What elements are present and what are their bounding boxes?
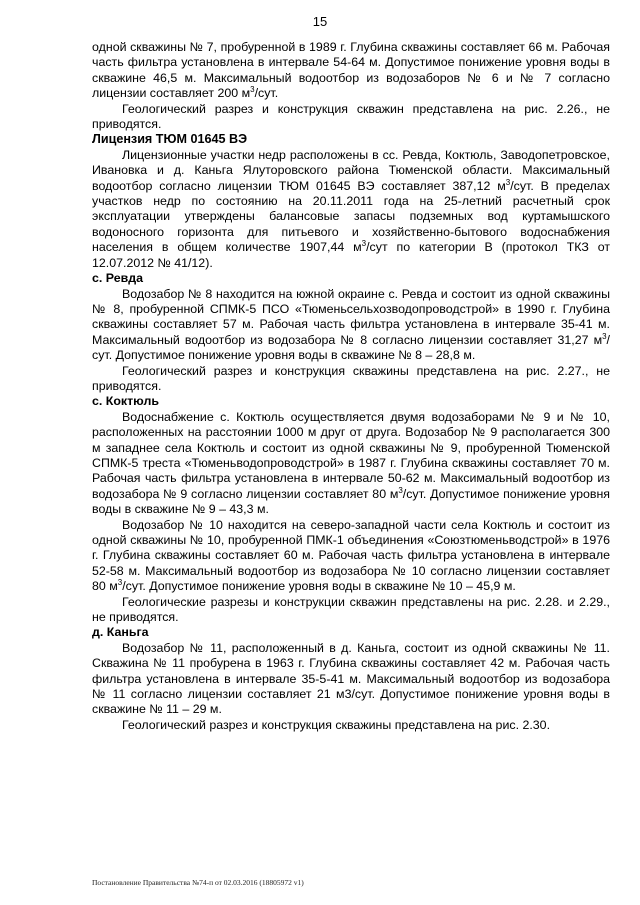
paragraph-text: одной скважины № 7, пробуренной в 1989 г. Глубина скважины составляет 66 м. Рабочая часть фильтра установлена в интервале 54-64 м. Допустимое понижение уровня воды в скважине 46,5 м. Максимальный водоотбор из водозаборов № 6 и № 7 согласно лицензии составляет 200 м: [92, 40, 610, 101]
paragraph: [92, 148, 610, 271]
paragraph-text: /сут. Допустимое понижение уровня воды в скважине № 9 – 43,3 м.: [92, 486, 610, 517]
superscript: 3: [117, 578, 123, 588]
paragraph: Водозабор № 11, расположенный в д. Каньга, состоит из одной скважины № 11. Скважина № 11 пробурена в 1963 г. Глубина скважины составляет 42 м. Рабочая часть фильтра установлена в интервале 35-5-41 м. Максимальный водоотбор из водозабора № 11 согласно лицензии составляет 21 м3/сут. Допустимое понижение уровня воды в скважине № 11 – 29 м.: [92, 640, 610, 717]
superscript: 3: [505, 177, 511, 187]
subsection-heading: д. Каньга: [92, 625, 149, 640]
paragraph-text: /сут. Допустимое понижение уровня воды в скважине № 8 – 28,8 м.: [92, 332, 610, 363]
section-title: Лицензия ТЮМ 01645 ВЭ: [92, 132, 248, 147]
paragraph-text: /сут.: [254, 86, 279, 101]
paragraph: [92, 40, 610, 102]
page-number: 15: [312, 14, 328, 29]
paragraph-text: Водозабор № 8 находится на южной окраине с. Ревда и состоит из одной скважины № 8, пробуренной СПМК-5 ПСО «Тюменьсельхозводопроводстрой» в 1990 г. Глубина скважины составляет 57 м. Рабочая часть фильтра установлена в интервале 35-41 м. Максимальный водоотбор из водозабора № 8 согласно лицензии составляет 31,27 м: [92, 286, 610, 347]
superscript: 3: [602, 331, 607, 341]
paragraph-text: /сут по категории В (протокол ТКЗ от 12.07.2012 № 41/12).: [92, 240, 610, 270]
paragraph: [92, 287, 610, 364]
paragraph: Геологический разрез и конструкция скважины представлена на рис. 2.30.: [122, 717, 551, 732]
paragraph-text: Лицензионные участки недр расположены в сс. Ревда, Коктюль, Заводопетровское, Ивановка и д. Каньга Ялуторовского района Тюменской области. Максимальный водоотбор согласно лицензии ТЮМ 01645 ВЭ составляет 387,12 м: [92, 147, 610, 193]
subsection-heading: с. Коктюль: [92, 394, 159, 409]
paragraph: Геологические разрезы и конструкции скважин представлены на рис. 2.28. и 2.29., не приводятся.: [92, 594, 610, 625]
paragraph-text: /сут. Допустимое понижение уровня воды в скважине № 10 – 45,9 м.: [122, 579, 516, 594]
paragraph-text: Водоснабжение с. Коктюль осуществляется двумя водозаборами № 9 и № 10, расположенных на расстоянии 1000 м друг от друга. Водозабор № 9 располагается 300 м западнее села Коктюль и состоит из одной скважины № 9, пробуренной Тюменской СПМК-5 треста «Тюменьводопроводстрой» в 1987 г. Глубина скважины составляет 70 м. Рабочая часть фильтра установлена в интервале 50-62 м. Максимальный водоотбор из водозабора № 9 согласно лицензии составляет 80 м: [92, 409, 610, 501]
paragraph: [92, 410, 610, 518]
page-footer: Постановление Правительства №74-п от 02.03.2016 (18805972 v1): [92, 878, 304, 887]
superscript: 3: [361, 239, 367, 249]
superscript: 3: [250, 85, 255, 95]
paragraph-text: Водозабор № 10 находится на северо-западной части села Коктюль и состоит из одной скважины № 10, пробуренной ПМК-1 объединения «Союзтюменьводстрой» в 1976 г. Глубина скважины составляет 60 м. Рабочая часть фильтра установлена в интервале 52-58 м. Максимальный водоотбор из водозабора № 10 согласно лицензии составляет 80 м: [92, 517, 610, 594]
paragraph-text: /сут. В пределах участков недр по состоянию на 20.11.2011 года на 25-летний расчетный срок эксплуатации утверждены балансовые запасы подземных вод куртамышского водоносного горизонта для питьевого и хозяйственно-бытового водоснабжения населения в общем количестве 1907,44 м: [92, 178, 610, 255]
superscript: 3: [398, 485, 403, 495]
subsection-heading: с. Ревда: [92, 271, 143, 286]
paragraph: Геологический разрез и конструкция скважин представлена на рис. 2.26., не приводятся.: [92, 101, 610, 132]
document-body: [92, 40, 610, 733]
paragraph: Геологический разрез и конструкция скважины представлена на рис. 2.27., не приводятся.: [92, 363, 610, 393]
paragraph: [92, 518, 610, 595]
